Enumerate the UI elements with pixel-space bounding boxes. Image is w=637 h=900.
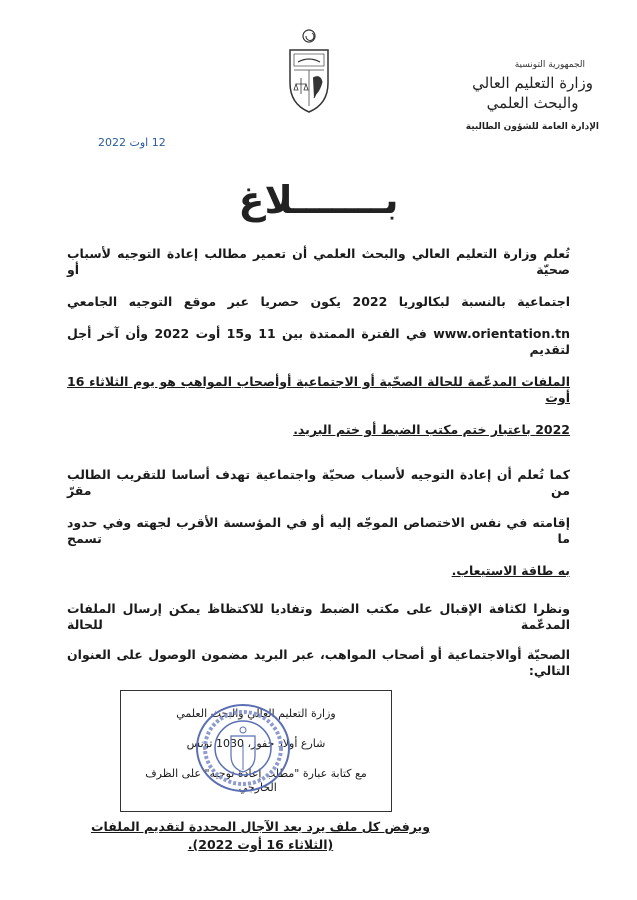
final-note: ويرفض كل ملف يرد بعد الآجال المحددة لتقديم الملفات (الثلاثاء 16 أوت 2022). bbox=[90, 819, 431, 852]
ministry-name bbox=[472, 73, 593, 113]
text-line: إقامته في نفس الاختصاص الموجّه إليه أو في المؤسسة الأقرب لجهته وفي حدود ما تسمح bbox=[67, 515, 570, 546]
republic-label: الجمهورية التونسية bbox=[514, 60, 585, 70]
text-line: 2022 باعتبار ختم مكتب الضبط أو ختم البريد. bbox=[293, 422, 570, 437]
text-line: ونظرا لكثافة الإقبال على مكتب الضبط وتفاديا للاكتظاظ يمكن إرسال الملفات المدعّمة للحالة bbox=[67, 601, 570, 632]
official-stamp bbox=[193, 702, 293, 794]
address-ministry: وزارة التعليم العالي والبحث العلمي bbox=[176, 707, 336, 720]
document-date: 12 اوت 2022 bbox=[98, 136, 166, 149]
ministry-line-2: والبحث العلمي bbox=[486, 94, 579, 112]
tunisia-coat-of-arms-emblem bbox=[284, 28, 334, 114]
text-line: به طاقة الاستيعاب. bbox=[451, 563, 570, 578]
paragraph-2 bbox=[67, 459, 570, 587]
address-street: شارع أولاد حفوز، 1030 تونس bbox=[186, 737, 326, 750]
address-envelope-note: مع كتابة عبارة "مطلب إعادة توجيه" على الظرف الخارجي. bbox=[145, 767, 367, 794]
ministry-line-1: وزارة التعليم العالي bbox=[472, 74, 593, 92]
paragraph-3 bbox=[67, 594, 570, 686]
text-line: الصحيّة أوالاجتماعية أو أصحاب المواهب، عبر البريد مضمون الوصول على العنوان التالي: bbox=[67, 647, 570, 678]
document-body bbox=[67, 238, 570, 854]
text-line: www.orientation.tn في الفترة الممتدة بين 11 و15 أوت 2022 وأن آخر أجل لتقديم bbox=[67, 326, 570, 357]
text-line: تُعلم وزارة التعليم العالي والبحث العلمي أن تعمير مطالب إعادة التوجيه لأسباب صحيّة أو bbox=[67, 246, 570, 277]
directorate-label: الإدارة العامة للشؤون الطالبية bbox=[465, 122, 599, 132]
text-line: الملفات المدعّمة للحالة الصحّية أو الاجتماعية أوأصحاب المواهب هو يوم الثلاثاء 16 أوت bbox=[67, 374, 570, 405]
paragraph-1 bbox=[67, 238, 570, 446]
page-title: بـــــــلاغ bbox=[238, 178, 399, 222]
text-line: اجتماعية بالنسبة لبكالوريا 2022 يكون حصريا عبر موقع التوجيه الجامعي bbox=[67, 294, 570, 309]
text-line: كما تُعلم أن إعادة التوجيه لأسباب صحيّة واجتماعية تهدف أساسا للتقريب الطالب من مقرّ bbox=[67, 467, 570, 498]
